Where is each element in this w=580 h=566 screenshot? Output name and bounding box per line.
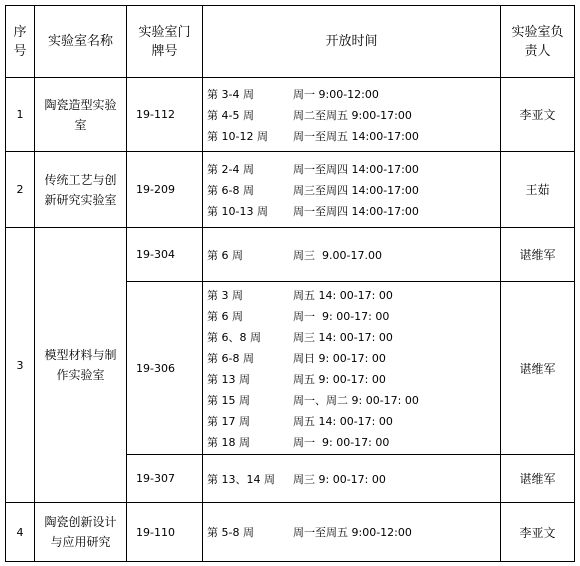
schedule-time: 周二至周五 9:00-17:00	[293, 108, 412, 122]
schedule-week: 第 6 周	[207, 248, 243, 262]
room-number: 19-306	[127, 282, 203, 455]
header-row	[6, 6, 575, 78]
schedule-line	[207, 104, 500, 125]
schedule-time: 周三 9.00-17.00	[293, 248, 382, 262]
room-number: 19-209	[127, 152, 203, 228]
room-number: 19-110	[127, 503, 203, 562]
schedule-line	[207, 522, 500, 543]
schedule-week: 第 3 周	[207, 288, 243, 302]
schedule-week: 第 6 周	[207, 309, 243, 323]
schedule-time: 周五 14: 00-17: 00	[293, 288, 393, 302]
open-time	[203, 455, 501, 503]
schedule-time: 周一、周二 9: 00-17: 00	[293, 393, 419, 407]
room-number: 19-304	[127, 228, 203, 282]
lab-name: 传统工艺与创新研究实验室	[35, 152, 127, 228]
schedule-time: 周三 14: 00-17: 00	[293, 330, 393, 344]
header-name: 实验室名称	[35, 6, 127, 78]
schedule-line	[207, 244, 500, 265]
schedule-line	[207, 284, 500, 305]
schedule-line	[207, 158, 500, 179]
schedule-line	[207, 125, 500, 146]
schedule-time: 周三至周四 14:00-17:00	[293, 183, 419, 197]
header-room: 实验室门牌号	[127, 6, 203, 78]
schedule-time: 周一至周五 9:00-12:00	[293, 526, 412, 539]
header-owner: 实验室负责人	[501, 6, 575, 78]
schedule-week: 第 5-8 周	[207, 526, 254, 539]
table-row	[6, 78, 575, 152]
open-time	[203, 503, 501, 562]
table-row	[6, 503, 575, 562]
schedule-week: 第 6-8 周	[207, 183, 254, 197]
schedule-time: 周三 9: 00-17: 00	[293, 472, 386, 486]
row-number: 2	[6, 152, 35, 228]
lab-name: 模型材料与制作实验室	[35, 228, 127, 503]
schedule-week: 第 17 周	[207, 414, 250, 428]
schedule-time: 周日 9: 00-17: 00	[293, 351, 386, 365]
schedule-week: 第 10-12 周	[207, 129, 268, 143]
schedule-line	[207, 389, 500, 410]
schedule-time: 周一至周四 14:00-17:00	[293, 204, 419, 218]
lab-owner: 谌维军	[501, 455, 575, 503]
schedule-line	[207, 179, 500, 200]
schedule-week: 第 10-13 周	[207, 204, 268, 218]
lab-owner: 谌维军	[501, 228, 575, 282]
schedule-line	[207, 431, 500, 452]
lab-name: 陶瓷创新设计与应用研究	[35, 503, 127, 562]
schedule-time: 周一 9: 00-17: 00	[293, 309, 390, 323]
table-row	[6, 152, 575, 228]
schedule-line	[207, 468, 500, 489]
schedule-week: 第 4-5 周	[207, 108, 254, 122]
schedule-week: 第 2-4 周	[207, 162, 254, 176]
schedule-line	[207, 326, 500, 347]
schedule-time: 周一至周四 14:00-17:00	[293, 162, 419, 176]
schedule-line	[207, 368, 500, 389]
schedule-time: 周一至周五 14:00-17:00	[293, 129, 419, 143]
header-time: 开放时间	[203, 6, 501, 78]
schedule-line	[207, 410, 500, 431]
schedule-time: 周五 9: 00-17: 00	[293, 372, 386, 386]
schedule-line	[207, 200, 500, 221]
lab-owner: 李亚文	[501, 503, 575, 562]
room-number: 19-112	[127, 78, 203, 152]
header-no: 序号	[6, 6, 35, 78]
lab-owner: 李亚文	[501, 78, 575, 152]
row-number: 1	[6, 78, 35, 152]
schedule-week: 第 6-8 周	[207, 351, 254, 365]
table-row	[6, 228, 575, 282]
lab-name: 陶瓷造型实验室	[35, 78, 127, 152]
open-time	[203, 78, 501, 152]
schedule-line	[207, 83, 500, 104]
open-time	[203, 152, 501, 228]
lab-owner: 谌维军	[501, 282, 575, 455]
row-number: 3	[6, 228, 35, 503]
lab-owner: 王茹	[501, 152, 575, 228]
schedule-time: 周一 9: 00-17: 00	[293, 435, 390, 449]
schedule-week: 第 3-4 周	[207, 87, 254, 101]
schedule-week: 第 18 周	[207, 435, 250, 449]
schedule-time: 周一 9:00-12:00	[293, 87, 379, 101]
lab-schedule-table	[5, 5, 575, 562]
row-number: 4	[6, 503, 35, 562]
open-time	[203, 228, 501, 282]
schedule-time: 周五 14: 00-17: 00	[293, 414, 393, 428]
open-time	[203, 282, 501, 455]
schedule-week: 第 13、14 周	[207, 472, 275, 486]
room-number: 19-307	[127, 455, 203, 503]
schedule-line	[207, 347, 500, 368]
schedule-week: 第 6、8 周	[207, 330, 261, 344]
schedule-line	[207, 305, 500, 326]
schedule-week: 第 13 周	[207, 372, 250, 386]
schedule-week: 第 15 周	[207, 393, 250, 407]
